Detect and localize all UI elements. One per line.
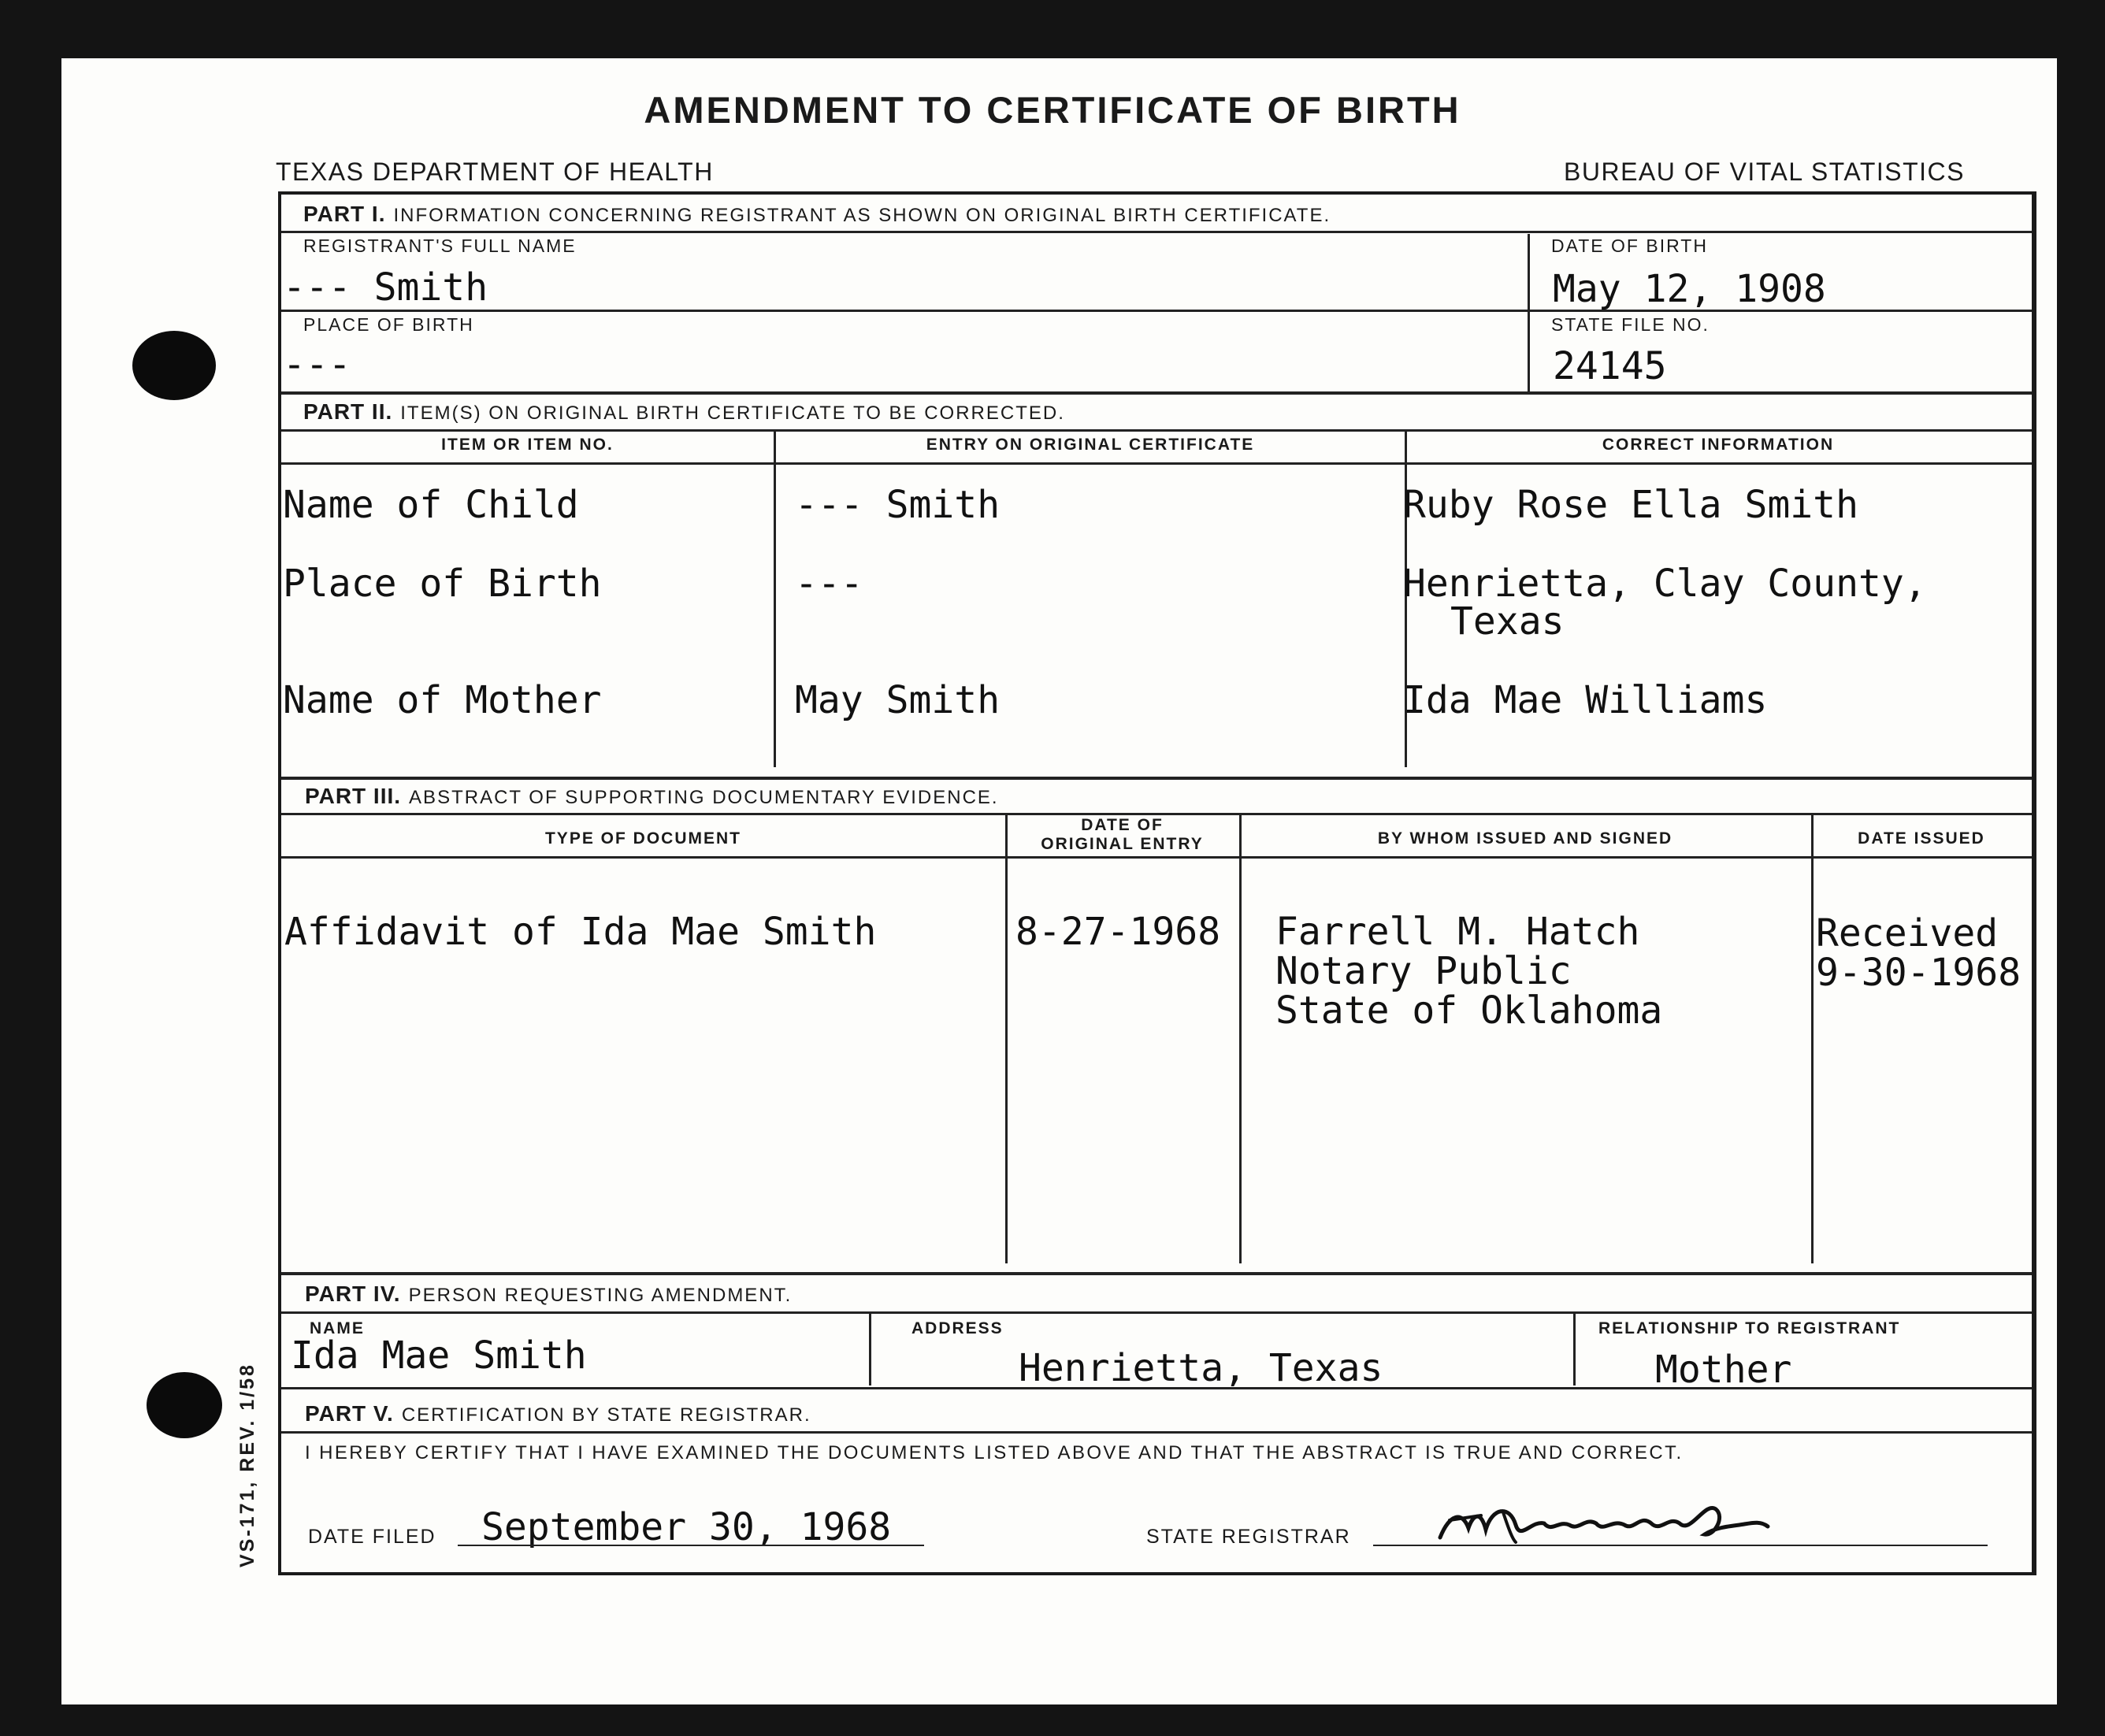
file-no-label: STATE FILE NO. bbox=[1551, 314, 1710, 335]
certify-statement: I HEREBY CERTIFY THAT I HAVE EXAMINED THE DOCUMENTS LISTED ABOVE AND THAT THE ABSTRACT IS TRUE AND CORRECT. bbox=[305, 1442, 1684, 1463]
row3-correct: Ida Mae Williams bbox=[1403, 678, 1768, 722]
divider bbox=[281, 813, 2032, 815]
issued-line2: 9-30-1968 bbox=[1816, 951, 2021, 995]
part4-text: PERSON REQUESTING AMENDMENT. bbox=[408, 1285, 793, 1306]
col-issuer-header: BY WHOM ISSUED AND SIGNED bbox=[1377, 829, 1673, 848]
part3-text: ABSTRACT OF SUPPORTING DOCUMENTARY EVIDENCE. bbox=[409, 787, 999, 808]
punch-hole-top bbox=[132, 331, 216, 400]
issued-line1: Received bbox=[1816, 911, 1999, 955]
divider bbox=[1528, 234, 1530, 391]
form-number: VS-171, REV. 1/58 bbox=[236, 1363, 258, 1567]
part2-num: PART II. bbox=[303, 399, 393, 424]
divider bbox=[1005, 814, 1008, 1263]
part2-text: ITEM(S) ON ORIGINAL BIRTH CERTIFICATE TO BE CORRECTED. bbox=[400, 402, 1065, 424]
divider bbox=[281, 429, 2032, 432]
col-correct-header: CORRECT INFORMATION bbox=[1602, 436, 1835, 454]
col-issued-header: DATE ISSUED bbox=[1858, 829, 1985, 848]
row2-entry: --- bbox=[795, 562, 863, 606]
divider bbox=[281, 1311, 2032, 1314]
relationship-label: RELATIONSHIP TO REGISTRANT bbox=[1598, 1319, 1901, 1337]
issuer-line2: Notary Public bbox=[1275, 949, 1572, 993]
divider bbox=[281, 1387, 2032, 1389]
place-label: PLACE OF BIRTH bbox=[303, 314, 474, 335]
full-name-value: --- Smith bbox=[283, 265, 488, 310]
col-entry-header: ENTRY ON ORIGINAL CERTIFICATE bbox=[926, 436, 1255, 454]
part2-heading bbox=[303, 399, 1065, 425]
punch-hole-bottom bbox=[147, 1372, 222, 1438]
divider bbox=[281, 856, 2032, 859]
requester-address: Henrietta, Texas bbox=[1019, 1346, 1383, 1390]
part3-heading bbox=[305, 784, 999, 809]
col-date-header-line1: DATE OF bbox=[1081, 816, 1164, 834]
row2-correct-cont: Texas bbox=[1450, 599, 1565, 644]
divider bbox=[281, 391, 2032, 395]
divider bbox=[1573, 1313, 1576, 1385]
divider bbox=[869, 1313, 871, 1385]
place-value: --- bbox=[283, 343, 351, 387]
row2-correct: Henrietta, Clay County, bbox=[1403, 562, 1927, 606]
divider bbox=[281, 310, 2032, 312]
registrar-signature bbox=[1434, 1497, 1780, 1552]
agency-right: BUREAU OF VITAL STATISTICS bbox=[1564, 158, 1965, 186]
part4-num: PART IV. bbox=[305, 1282, 401, 1306]
part5-text: CERTIFICATION BY STATE REGISTRAR. bbox=[401, 1404, 811, 1426]
amendment-form bbox=[278, 191, 2036, 1575]
address-label: ADDRESS bbox=[911, 1319, 1004, 1337]
agency-left: TEXAS DEPARTMENT OF HEALTH bbox=[276, 158, 714, 186]
issuer-line3: State of Oklahoma bbox=[1275, 989, 1663, 1033]
part5-heading bbox=[305, 1401, 811, 1426]
part3-num: PART III. bbox=[305, 784, 402, 808]
row2-item: Place of Birth bbox=[283, 562, 602, 606]
divider bbox=[281, 1272, 2032, 1275]
col-type-header: TYPE OF DOCUMENT bbox=[544, 829, 741, 848]
part1-num: PART I. bbox=[303, 202, 386, 226]
divider bbox=[774, 431, 776, 767]
row1-entry: --- Smith bbox=[795, 483, 1001, 527]
divider bbox=[281, 462, 2032, 465]
divider bbox=[281, 231, 2032, 233]
entry-date-value: 8-27-1968 bbox=[1015, 910, 1221, 954]
registrar-label: STATE REGISTRAR bbox=[1146, 1526, 1351, 1548]
requester-name: Ida Mae Smith bbox=[291, 1334, 587, 1378]
row1-correct: Ruby Rose Ella Smith bbox=[1403, 483, 1858, 527]
row3-item: Name of Mother bbox=[283, 678, 602, 722]
date-filed-value: September 30, 1968 bbox=[481, 1505, 892, 1549]
requester-relationship: Mother bbox=[1655, 1348, 1792, 1392]
col-date-header-line2: ORIGINAL ENTRY bbox=[1041, 835, 1204, 853]
part1-text: INFORMATION CONCERNING REGISTRANT AS SHOWN ON ORIGINAL BIRTH CERTIFICATE. bbox=[393, 205, 1331, 226]
row3-entry: May Smith bbox=[795, 678, 1001, 722]
date-filed-line bbox=[458, 1545, 924, 1546]
date-filed-label: DATE FILED bbox=[308, 1526, 436, 1548]
row1-item: Name of Child bbox=[283, 483, 579, 527]
divider bbox=[281, 1431, 2032, 1434]
name-label: NAME bbox=[310, 1319, 365, 1337]
full-name-label: REGISTRANT'S FULL NAME bbox=[303, 236, 577, 256]
divider bbox=[281, 777, 2032, 780]
issuer-line1: Farrell M. Hatch bbox=[1275, 910, 1640, 954]
part4-heading bbox=[305, 1282, 792, 1307]
part1-heading bbox=[303, 202, 1331, 227]
doc-type-value: Affidavit of Ida Mae Smith bbox=[284, 910, 877, 954]
dob-value: May 12, 1908 bbox=[1553, 267, 1826, 311]
document-title: AMENDMENT TO CERTIFICATE OF BIRTH bbox=[644, 89, 1461, 131]
divider bbox=[1811, 814, 1814, 1263]
dob-label: DATE OF BIRTH bbox=[1551, 236, 1708, 256]
col-item-header: ITEM OR ITEM NO. bbox=[441, 436, 614, 454]
part5-num: PART V. bbox=[305, 1401, 394, 1426]
divider bbox=[1239, 814, 1242, 1263]
file-no-value: 24145 bbox=[1553, 344, 1667, 388]
